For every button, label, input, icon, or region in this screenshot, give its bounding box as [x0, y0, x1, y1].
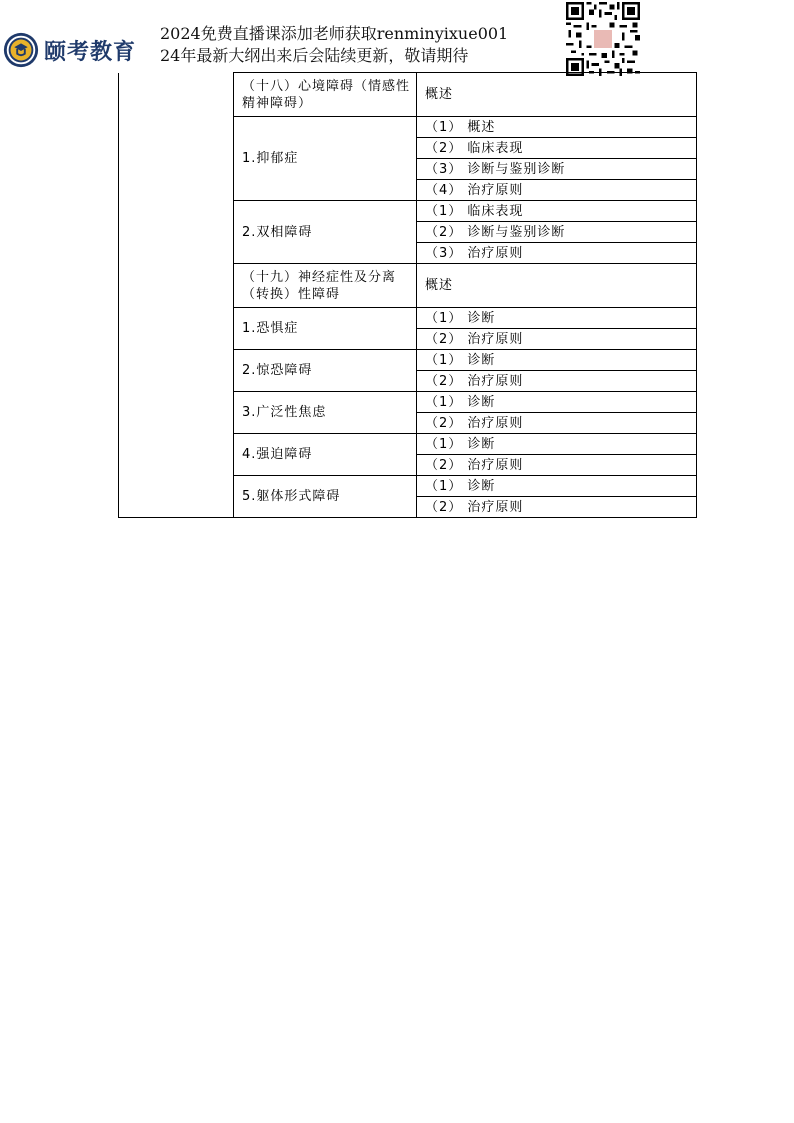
promo-text — [160, 23, 560, 67]
brand-logo — [2, 28, 147, 72]
topic-item: （2） 诊断与鉴别诊断 — [417, 222, 697, 243]
topic-item: （3） 诊断与鉴别诊断 — [417, 159, 697, 180]
topic-item: （2） 临床表现 — [417, 138, 697, 159]
page-header — [0, 0, 794, 80]
qr-code-icon — [564, 2, 642, 76]
section-heading: （十九）神经症性及分离（转换）性障碍 — [234, 264, 417, 308]
section-heading-content: 概述 — [417, 264, 697, 308]
topic-item: （2） 治疗原则 — [417, 497, 697, 518]
topic-name: 1.恐惧症 — [234, 308, 417, 350]
promo-line-2: 24年最新大纲出来后会陆续更新，敬请期待 — [160, 46, 469, 65]
topic-item: （1） 临床表现 — [417, 201, 697, 222]
topic-item: （2） 治疗原则 — [417, 455, 697, 476]
topic-item: （2） 治疗原则 — [417, 329, 697, 350]
topic-item: （3） 治疗原则 — [417, 243, 697, 264]
topic-item: （2） 治疗原则 — [417, 413, 697, 434]
syllabus-table — [118, 72, 697, 518]
topic-name: 4.强迫障碍 — [234, 434, 417, 476]
topic-name: 1.抑郁症 — [234, 117, 417, 201]
table-row — [119, 73, 697, 117]
topic-item: （1） 概述 — [417, 117, 697, 138]
promo-line-1: 2024免费直播课添加老师获取renminyixue001 — [160, 24, 509, 43]
topic-item: （1） 诊断 — [417, 392, 697, 413]
logo-emblem-icon — [2, 31, 40, 69]
topic-item: （1） 诊断 — [417, 434, 697, 455]
topic-name: 2.惊恐障碍 — [234, 350, 417, 392]
topic-item: （2） 治疗原则 — [417, 371, 697, 392]
topic-item: （1） 诊断 — [417, 476, 697, 497]
topic-item: （1） 诊断 — [417, 308, 697, 329]
outer-empty-cell — [119, 73, 234, 518]
topic-name: 3.广泛性焦虑 — [234, 392, 417, 434]
topic-item: （4） 治疗原则 — [417, 180, 697, 201]
section-heading-content: 概述 — [417, 73, 697, 117]
logo-text: 颐考教育 — [44, 39, 137, 65]
section-heading: （十八）心境障碍（情感性精神障碍） — [234, 73, 417, 117]
topic-name: 5.躯体形式障碍 — [234, 476, 417, 518]
topic-item: （1） 诊断 — [417, 350, 697, 371]
topic-name: 2.双相障碍 — [234, 201, 417, 264]
